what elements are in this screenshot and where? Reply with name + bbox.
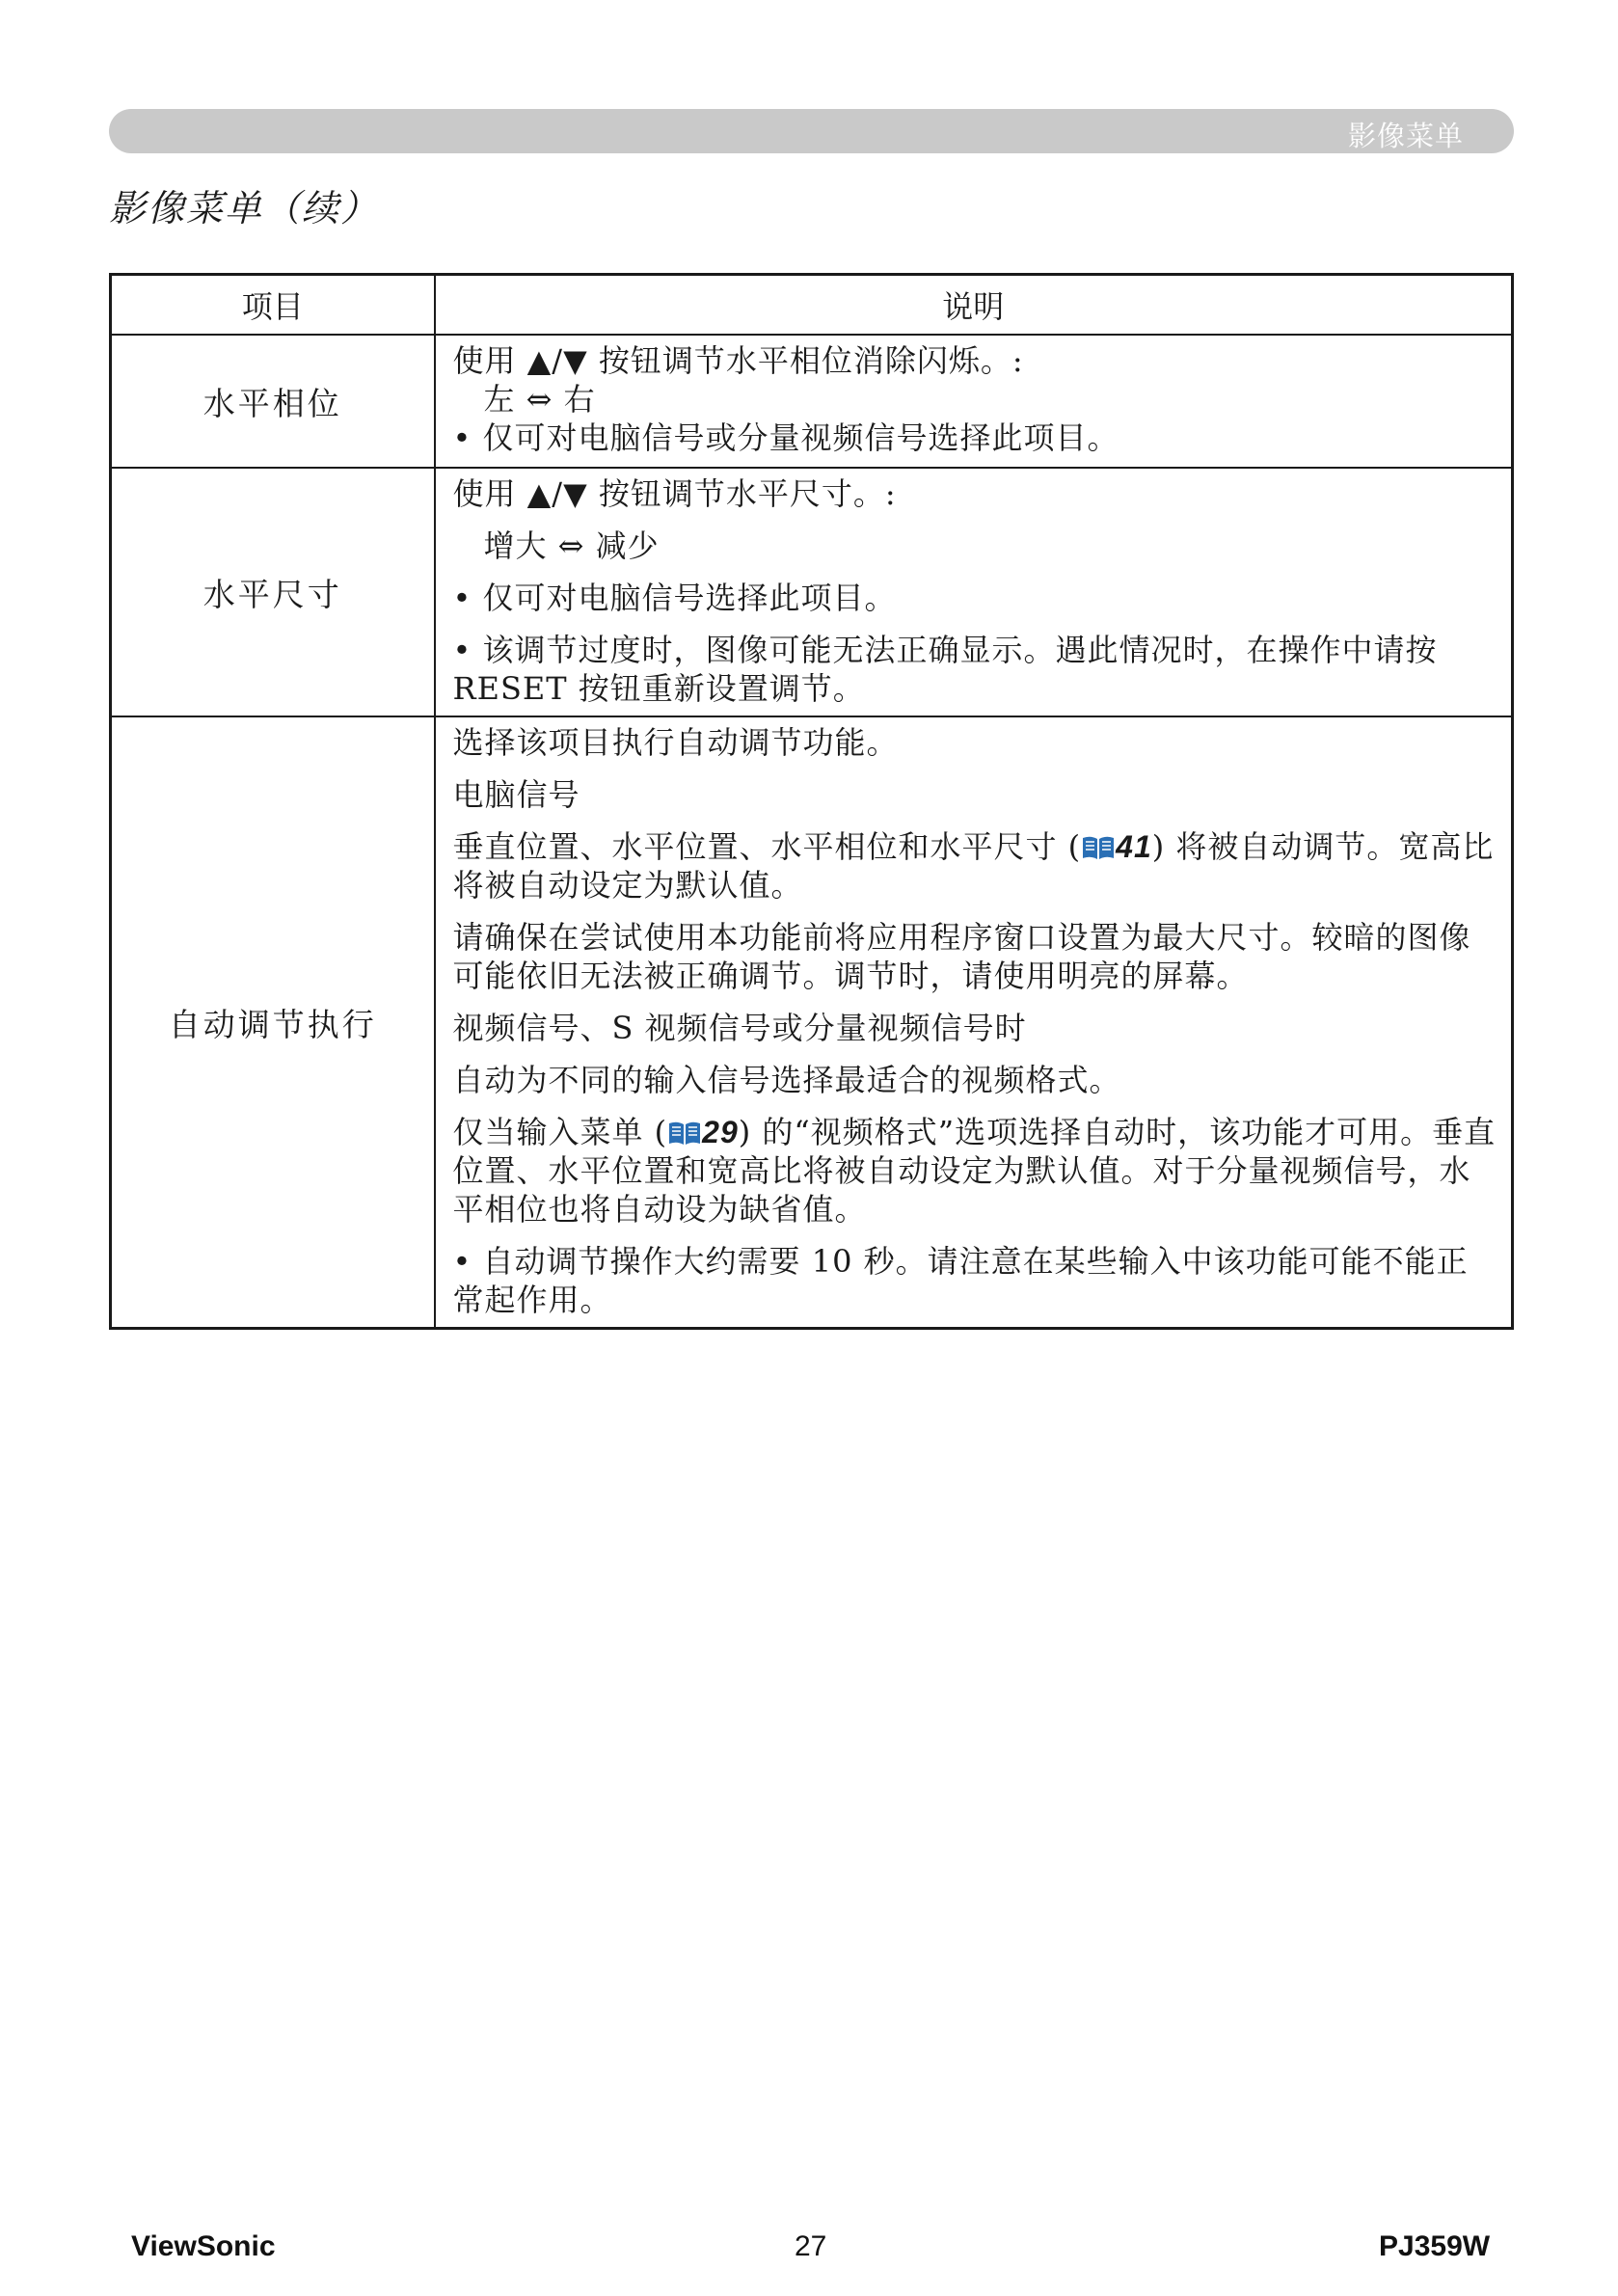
description-line: 选择该项目执行自动调节功能。 (452, 724, 899, 761)
section-label: 影像菜单 (1347, 120, 1464, 152)
page-reference: 41 (1116, 829, 1152, 864)
footer-model: PJ359W (1379, 2230, 1491, 2262)
page-reference: 29 (702, 1115, 739, 1149)
description-line: 自动为不同的输入信号选择最适合的视频格式。 (452, 1062, 1121, 1098)
description-text: ) 将被自动调节。宽高比将被自动设定为默认值。 (452, 828, 1495, 904)
description-line: • 仅可对电脑信号选择此项目。 (452, 580, 897, 616)
page-title: 影像菜单（续） (109, 187, 380, 230)
table-row (111, 335, 1513, 468)
description-line: 使用 ▲/▼ 按钮调节水平相位消除闪烁。: (452, 342, 1024, 379)
menu-table (109, 273, 1514, 1330)
description-line: • 该调节过度时，图像可能无法正确显示。遇此情况时，在操作中请按 RESET 按钮重新设置调节。 (452, 632, 1438, 707)
description-line: • 自动调节操作大约需要 10 秒。请注意在某些输入中该功能可能不能正常起作用。 (452, 1243, 1469, 1318)
footer-brand: ViewSonic (131, 2230, 276, 2262)
description-line: 请确保在尝试使用本功能前将应用程序窗口设置为最大尺寸。较暗的图像可能依旧无法被正确调节。调节时，请使用明亮的屏幕。 (452, 919, 1471, 994)
book-icon (1081, 834, 1116, 861)
description-line: 视频信号、S 视频信号或分量视频信号时 (452, 1010, 1027, 1046)
description-line (453, 827, 1500, 905)
item-description (435, 468, 1513, 716)
item-description (435, 716, 1513, 1329)
table-header-row (111, 275, 1513, 336)
description-text: 仅当输入菜单 ( (452, 1114, 668, 1150)
description-text: 垂直位置、水平位置、水平相位和水平尺寸 ( (452, 828, 1082, 865)
description-text: ) 的“视频格式”选项选择自动时，该功能才可用。垂直位置、水平位置和宽高比将被自动设定为默认值。对于分量视频信号，水平相位也将自动设为缺省值。 (452, 1114, 1497, 1228)
description-line: • 仅可对电脑信号或分量视频信号选择此项目。 (452, 419, 1119, 456)
column-header-description: 说明 (435, 275, 1513, 336)
table-row (111, 468, 1513, 716)
book-icon (667, 1120, 702, 1147)
footer-page-number: 27 (795, 2230, 827, 2262)
description-line: 使用 ▲/▼ 按钮调节水平尺寸。: (452, 475, 897, 512)
column-header-item: 项目 (111, 275, 435, 336)
description-line: 左 ⇔ 右 (483, 381, 596, 418)
description-line (453, 1113, 1500, 1229)
item-description (435, 335, 1513, 468)
description-line: 增大 ⇔ 减少 (483, 527, 660, 564)
item-name: 水平相位 (111, 335, 435, 468)
table-row (111, 716, 1513, 1329)
item-name: 水平尺寸 (111, 468, 435, 716)
header-bar (109, 109, 1514, 153)
item-name: 自动调节执行 (111, 716, 435, 1329)
description-line: 电脑信号 (452, 776, 580, 813)
